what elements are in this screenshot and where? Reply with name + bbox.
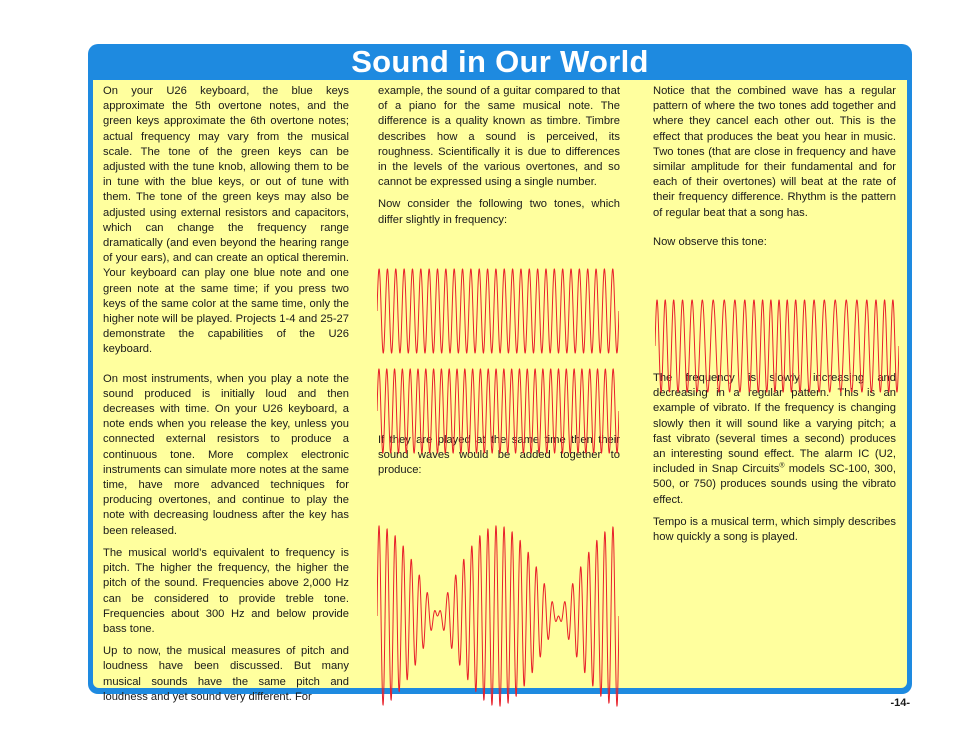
column-3 [653, 84, 896, 257]
content-panel [93, 80, 907, 703]
paragraph-pitch: The musical world’s equivalent to frequency is pitch. The higher the frequency, the higher the pitch of the sound. Frequencies above 2,000 Hz can be considered to provide treble tone. Frequencies about 300 Hz and below provide bass tone. [103, 546, 349, 635]
paragraph-keyboard: On your U26 keyboard, the blue keys approximate the 5th overtone notes, and the green keys approximate the 6th overtone notes; actual frequency may vary from the musical scale. The tone of the green keys can be adjusted with the tune knob, allowing them to be in tune with the blue keys, or out of tune with them. The tone of the green keys may also be adjusted using external resistors and capacitors, which can change the frequency range dramatically (and even beyond the hearing range of your ears), and can create an optical theremin. Your keyboard can play one blue note and one green note at the same time; if you press two keys of the same color at the same time, only the higher note will be played. Projects 1-4 and 25-27 demonstrate the capabilities of the U26 keyboard. [103, 85, 349, 356]
column-3-lower [653, 371, 896, 552]
paragraph-two-tones: Now consider the following two tones, which differ slightly in frequency: [378, 198, 620, 226]
column-2 [378, 84, 620, 235]
tone-wave-1 [377, 267, 619, 355]
paragraph-timbre: example, the sound of a guitar compared to that of a piano for the same musical note. The difference is a quality known as timbre. Timbre describes how a sound is perceived, its roughness. Scientifically it is due to differences in the levels of the various overtones, and so cannot be expressed using a single number. [378, 85, 620, 189]
paragraph-timbre-intro: Up to now, the musical measures of pitch and loudness have been discussed. But many musical sounds have the same pitch and loudness and yet sound very different. For [103, 645, 349, 703]
paragraph-instruments: On most instruments, when you play a note the sound produced is initially loud and then decreases with time. On your U26 keyboard, a note ends when you release the key, unless you connected external resistors to produce a continuous tone. More complex electronic instruments can simulate more notes at the same time, have more advanced techniques for producing overtones, and continue to play the note with decreasing loudness after the key has been released. [103, 372, 349, 537]
vibrato-wave [655, 298, 899, 394]
paragraph-added-waves: If they are played at the same time then their sound waves would be added together to produce: [378, 434, 620, 477]
vibrato-text-a: The frequency is slowly increasing and decreasing in a regular pattern. This is an example of vibrato. If the frequency is changing slowly then it will sound like a varying pitch; a fast vibrato (several times a second) produces an interesting sound effect. The alarm IC (U2, included in Snap Circuits [653, 372, 896, 476]
registered-mark: ® [779, 462, 785, 470]
page-title: Sound in Our World [351, 44, 649, 79]
vibrato-text-b: models SC-100, 300, 500, or 750) produces sounds using the vibrato effect. [653, 463, 896, 506]
paragraph-observe-tone: Now observe this tone: [653, 235, 767, 248]
paragraph-beat: Notice that the combined wave has a regular pattern of where the two tones add together and where they cancel each other out. This is the effect that produces the beat you hear in music. Two tones (that are close in frequency and have similar amplitude for their fundamental and for each of their overtones) will beat at the rate of their frequency difference. Rhythm is the pattern of regular beat that a song has. [653, 85, 896, 219]
combined-beat-wave [377, 524, 619, 708]
column-1 [103, 84, 349, 712]
paragraph-tempo: Tempo is a musical term, which simply describes how quickly a song is played. [653, 515, 896, 544]
tone-wave-2 [377, 367, 619, 455]
page-frame [88, 44, 912, 703]
page-number: -14- [890, 697, 910, 709]
